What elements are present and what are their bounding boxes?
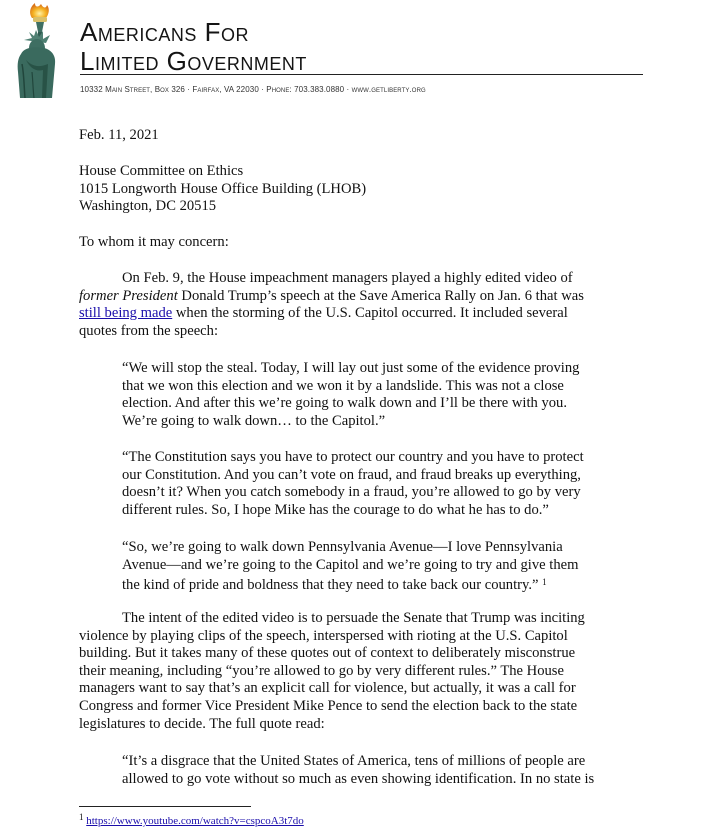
text-line: On Feb. 9, the House impeachment managers played a highly edited video of [122, 270, 573, 286]
paragraph-analysis [79, 610, 649, 733]
footnote-separator [79, 806, 251, 807]
text-line: their meaning, including “you’re allowed to go by very different rules.” The House [79, 662, 564, 679]
text-line: violence by playing clips of the speech, interspersed with rioting at the U.S. Capitol [79, 627, 568, 644]
block-quote-4 [122, 753, 642, 788]
letterhead-address: 10332 Main Street, Box 326 · Fairfax, VA 22030 · Phone: 703.383.0880 · www.getliberty.org [80, 85, 426, 94]
letter-date: Feb. 11, 2021 [79, 127, 159, 143]
quote-line: “So, we’re going to walk down Pennsylvania Avenue—I love Pennsylvania [122, 539, 563, 555]
quote-line: “We will stop the steal. Today, I will lay out just some of the evidence proving [122, 360, 580, 376]
still-being-made-link[interactable]: still being made [79, 305, 173, 322]
quote-line: We’re going to walk down… to the Capitol.” [122, 412, 386, 429]
block-quote-2 [122, 449, 642, 519]
text-span: the kind of pride and boldness that they need to take back our country.” [122, 577, 543, 594]
text-span: when the storming of the U.S. Capitol occurred. It included several [172, 305, 568, 322]
organization-name-line1: Americans For [80, 17, 249, 47]
organization-name-line2: Limited Government [80, 46, 307, 76]
quote-line: “It’s a disgrace that the United States of America, tens of millions of people are [122, 753, 586, 769]
quote-line [122, 574, 642, 595]
footnote-number: 1 [79, 812, 84, 822]
text-line [79, 305, 649, 323]
text-line: quotes from the speech: [79, 322, 219, 339]
quote-line: election. And after this we’re going to walk down and I’ll be there with you. [122, 395, 567, 412]
text-line: building. But it takes many of these quotes out of context to deliberately misconstrue [79, 645, 576, 662]
organization-name [80, 18, 645, 76]
salutation: To whom it may concern: [79, 234, 229, 250]
recipient-line: 1015 Longworth House Office Building (LHOB) [79, 180, 367, 197]
letterhead-rule [80, 74, 643, 75]
block-quote-3 [122, 539, 642, 595]
text-line: legislatures to decide. The full quote read: [79, 715, 325, 732]
quote-line: that we won this election and we won it by a landslide. This was not a close [122, 377, 564, 394]
block-quote-1 [122, 360, 642, 430]
quote-line: different rules. So, I hope Mike has the courage to do what he has to do.” [122, 501, 549, 518]
recipient-address [79, 163, 649, 216]
recipient-line: Washington, DC 20515 [79, 198, 217, 215]
text-span: Donald Trump’s speech at the Save America Rally on Jan. 6 that was [177, 287, 584, 304]
text-line: Congress and former Vice President Mike Pence to send the election back to the state [79, 697, 578, 714]
recipient-line: House Committee on Ethics [79, 163, 244, 179]
quote-line: our Constitution. And you can’t vote on fraud, and fraud breaks up everything, [122, 466, 581, 483]
paragraph-intro [79, 270, 649, 340]
footnote [79, 812, 304, 827]
quote-line: allowed to go vote without so much as even showing identification. In no state is [122, 770, 595, 787]
statue-of-liberty-logo [12, 2, 76, 98]
italic-text: former President [79, 287, 178, 304]
text-line: managers want to say that’s an explicit call for violence, but actually, it was a call for [79, 680, 576, 697]
quote-line: doesn’t it? When you catch somebody in a fraud, you’re allowed to go by very [122, 484, 581, 501]
quote-line: Avenue—and we’re going to the Capitol and we’re going to try and give them [122, 556, 579, 573]
text-line [79, 288, 649, 306]
quote-line: “The Constitution says you have to protect our country and you have to protect [122, 449, 584, 465]
footnote-url-link[interactable]: https://www.youtube.com/watch?v=cspcoA3t7do [86, 815, 304, 827]
text-line: The intent of the edited video is to persuade the Senate that Trump was inciting [122, 610, 585, 626]
footnote-reference[interactable]: 1 [542, 577, 547, 588]
